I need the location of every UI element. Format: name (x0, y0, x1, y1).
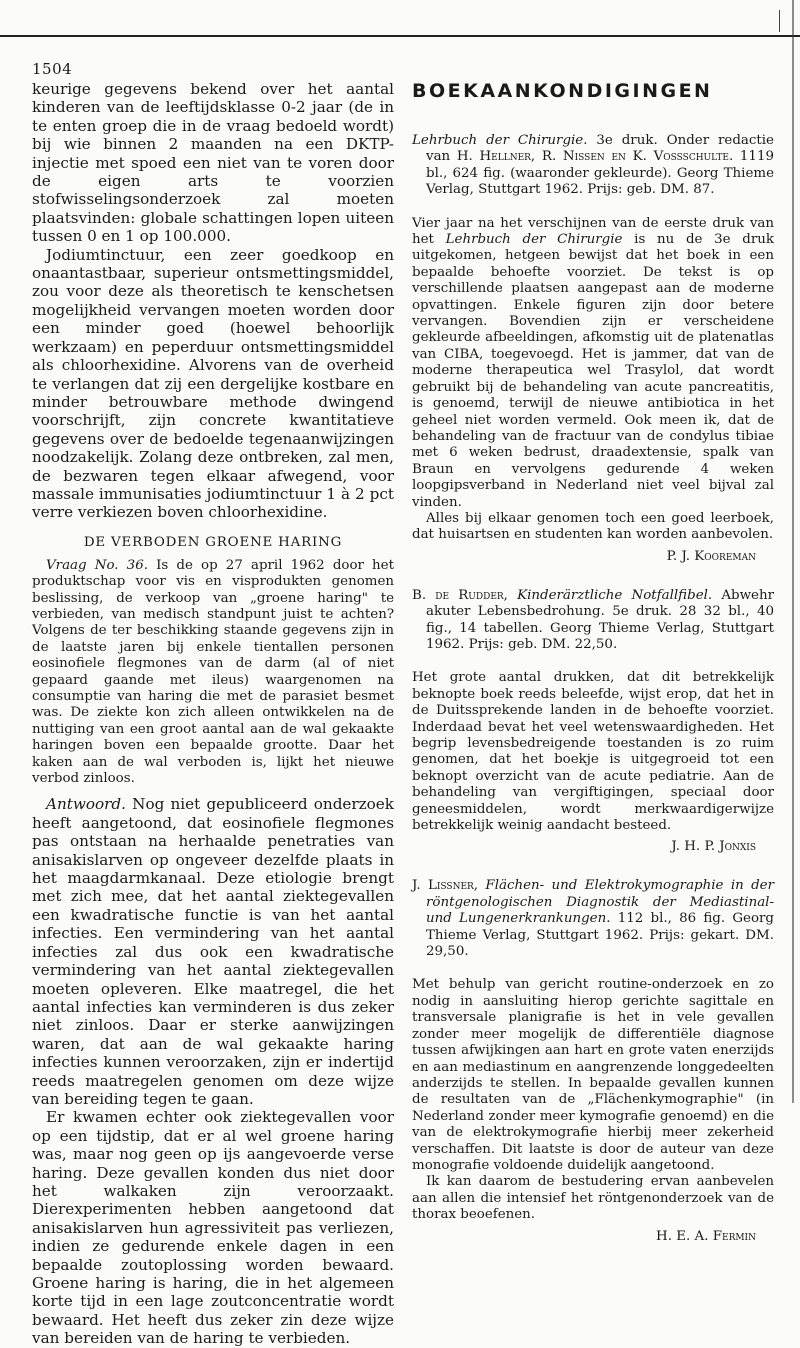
answer-paragraph (32, 795, 394, 1108)
page-number: 1504 (32, 60, 73, 78)
paragraph-vaccination-data: keurige gegevens bekend over het aantal kinderen van de leeftijdsklasse 0-2 jaar (de in te enten groep die in de vraag bedoeld wordt) bij wie binnen 2 maanden na een DKTP-injectie met spoed een niet van te voren door de eigen arts te voorzien stofwisselingsonderzoek zal moeten plaatsvinden: globale schattingen lopen uiteen tussen 0 en 1 op 100.000. (32, 80, 394, 246)
review-3-title: Flächen- und Elektrokymographie in der röntgenologischen Diagnostik der Mediastinal- und Lungenerkrankungen. (426, 878, 774, 927)
review-2-signature: J. H. P. Jonxis (671, 839, 756, 855)
paragraph-iodine-tincture: Jodiumtinctuur, een zeer goedkoop en onaantastbaar, superieur ontsmettingsmiddel, zou voor deze als theoretisch te kenschetsen mogelijkheid vervangen moeten worden door een minder goed (hoewel behoorlijk werkzaam) en peperduur ontsmettingsmiddel als chloorhexidine. Alvorens van de overheid te verlangen dat zij een dergelijke kostbare en minder betrouwbare methode dwingend voorschrijft, zijn concrete kwantitatieve gegevens over de bedoelde tegenaanwijzingen noodzakelijk. Zolang deze ontbreken, zal men, de bezwaren tegen elkaar afwegend, voor massale immunisaties jodiumtinctuur 1 à 2 pct verre verkiezen boven chloorhexidine. (32, 245, 394, 522)
answer-label: Antwoord. (46, 795, 126, 814)
review-3-citation: J. Lissner, Flächen- und Elektrokymographie in der röntgenologischen Diagnostik der Mediastinal- und Lungenerkrankungen. 112 bl., 86 fig. Georg Thieme Verlag, Stuttgart 1962. Prijs: gekart. DM. 29,50. (412, 878, 774, 960)
review-2-author: B. de Rudder, (412, 587, 508, 603)
review-1-citation: Lehrbuch der Chirurgie. 3e druk. Onder redactie van H. Hellner, R. Nissen en K. Vossschulte. 1119 bl., 624 fig. (waaronder gekleurde). Georg Thieme Verlag, Stuttgart 1962. Prijs: geb. DM. 87. (412, 133, 774, 198)
section-title: DE VERBODEN GROENE HARING (83, 534, 343, 550)
question-label: Vraag No. 36. (46, 557, 148, 573)
review-3-conclusion: Ik kan daarom de bestudering ervan aanbevelen aan allen die intensief het röntgenonderzoek van de thorax beoefenen. (412, 1174, 774, 1223)
review-3-author: J. Lissner, (412, 878, 479, 894)
review-1-title: Lehrbuch der Chirurgie. (412, 133, 588, 148)
top-rule (0, 35, 800, 37)
review-1-editors: H. Hellner, R. Nissen en K. Vossschulte. (456, 149, 734, 165)
review-1-conclusion: Alles bij elkaar genomen toch een goed leerboek, dat huisartsen en studenten kan worden aanbevolen. (412, 510, 774, 543)
left-column (32, 80, 394, 1348)
answer-paragraph-2: Er kwamen echter ook ziektegevallen voor op een tijdstip, dat er al wel groene haring was, maar nog geen op ijs aangevoerde verse haring. Deze gevallen konden dus niet door het walkaken zijn veroorzaakt. Dierexperimenten hebben aangetoond dat anisakislarven hun agressiviteit pas verliezen, indien ze gedurende enkele dagen in een bepaalde zoutoplossing worden bewaard. Groene haring is haring, die in het algemeen korte tijd in een lage zoutconcentratie wordt bewaard. Het heeft dus zeker zin deze wijze van bereiden van de haring te verbieden. (32, 1108, 394, 1348)
answer-text: Nog niet gepubliceerd onderzoek heeft aangetoond, dat eosinofiele flegmones pas ontstaan na herhaalde penetraties van anisakislarven op ongeveer dezelfde plaats in het maagdarmkanaal. Deze etiologie brengt met zich mee, dat het aantal ziektegevallen een kwadratische functie is van het aantal infecties. Een vermindering van het aantal infecties zal dus ook een kwadratische vermindering van het aantal ziektegevallen moeten opleveren. Elke maatregel, die het aantal infecties kan verminderen is dus zeker niet zinloos. Daar er sterke aanwijzingen waren, dat aan de wal gekaakte haring infecties kunnen veroorzaken, zijn er indertijd reeds maatregelen genomen om deze wijze van bereiding tegen te gaan. (32, 795, 394, 1108)
review-2-title: Kinderärztliche Notfallfibel. (517, 587, 713, 603)
review-1-body: Vier jaar na het verschijnen van de eerste druk van het Lehrbuch der Chirurgie is nu de 3e druk uitgekomen, hetgeen bewijst dat het boek in een bepaalde behoefte voorziet. De tekst is op verschillende plaatsen aangepast aan de moderne opvattingen. Enkele figuren zijn door betere vervangen. Bovendien zijn er verscheidene gekleurde afbeeldingen, afkomstig uit de platenatlas van CIBA, toegevoegd. Het is jammer, dat van de moderne therapeutica wel Trasylol, dat wordt gebruikt bij de behandeling van acute pancreatitis, is genoemd, terwijl de nieuwe antibiotica in het geheel niet worden vermeld. Ook meen ik, dat de behandeling van de fractuur van de condylus tibiae met 6 weken bedrust, draadextensie, spalk van Braun en vervolgens gedurende 4 weken loopgipsverband in Nederland niet veel bijval zal vinden. (412, 215, 775, 510)
right-column (412, 80, 774, 1244)
edge-mark (779, 10, 780, 32)
review-1-signature: P. J. Kooreman (666, 548, 756, 564)
review-3-body: Met behulp van gericht routine-onderzoek en zo nodig in aansluiting hierop gerichte sagittale en transversale planigrafie is het in vele gevallen zonder meer mogelijk de differentiële diagnose tussen afwijkingen aan hart en grote vaten enerzijds en aan mediastinum en aangrenzende longgedeelten anderzijds te stellen. In bepaalde gevallen kunnen de resultaten van de „Flächenkymographie" (in Nederland zonder meer kymografie genoemd) en die van de elektrokymografie hierbij meer zekerheid verschaffen. Dit laatste is door de auteur van deze monografie voldoende duidelijk aangetoond. (412, 977, 774, 1173)
review-2-body: Het grote aantal drukken, dat dit betrekkelijk beknopte boek reeds beleefde, wijst erop, dat het in de Duitssprekende landen in de behoefte voorziet. Inderdaad bevat het veel wetenswaardigheden. Het begrip levensbedreigende toestanden is zo ruim genomen, dat het boekje is uitgegroeid tot een beknopt overzicht van de acute pediatrie. Aan de behandeling van vergiftigingen, speciaal door geneesmiddelen, wordt merkwaardigerwijze betrekkelijk weinig aandacht besteed. (412, 670, 774, 834)
book-announcements-heading: BOEKAANKONDIGINGEN (412, 80, 713, 102)
question-paragraph (32, 558, 394, 788)
review-3-signature: H. E. A. Fermin (656, 1228, 756, 1244)
question-text: Is de op 27 april 1962 door het produktschap voor vis en visprodukten genomen beslissing, de verkoop van „groene haring" te verbieden, van medisch standpunt juist te achten? Volgens de ter beschikking staande gegevens zijn in de laatste jaren bij enkele tientallen personen eosinofiele flegmones van de darm (al of niet gepaard gaande met ileus) waargenomen na consumptie van haring die met de parasiet besmet was. De ziekte kon zich alleen ontwikkelen na de nuttiging van een groot aantal aan de wal gekaakte haringen boven een bepaalde grootte. Daar het kaken aan de wal verboden is, lijkt het nieuwe verbod zinloos. (32, 557, 394, 787)
page-edge (792, 0, 794, 1103)
review-2-citation: B. de Rudder, Kinderärztliche Notfallfibel. Abwehr akuter Lebensbedrohung. 5e druk. 28 32 bl., 40 fig., 14 tabellen. Georg Thieme Verlag, Stuttgart 1962. Prijs: geb. DM. 22,50. (412, 587, 774, 652)
